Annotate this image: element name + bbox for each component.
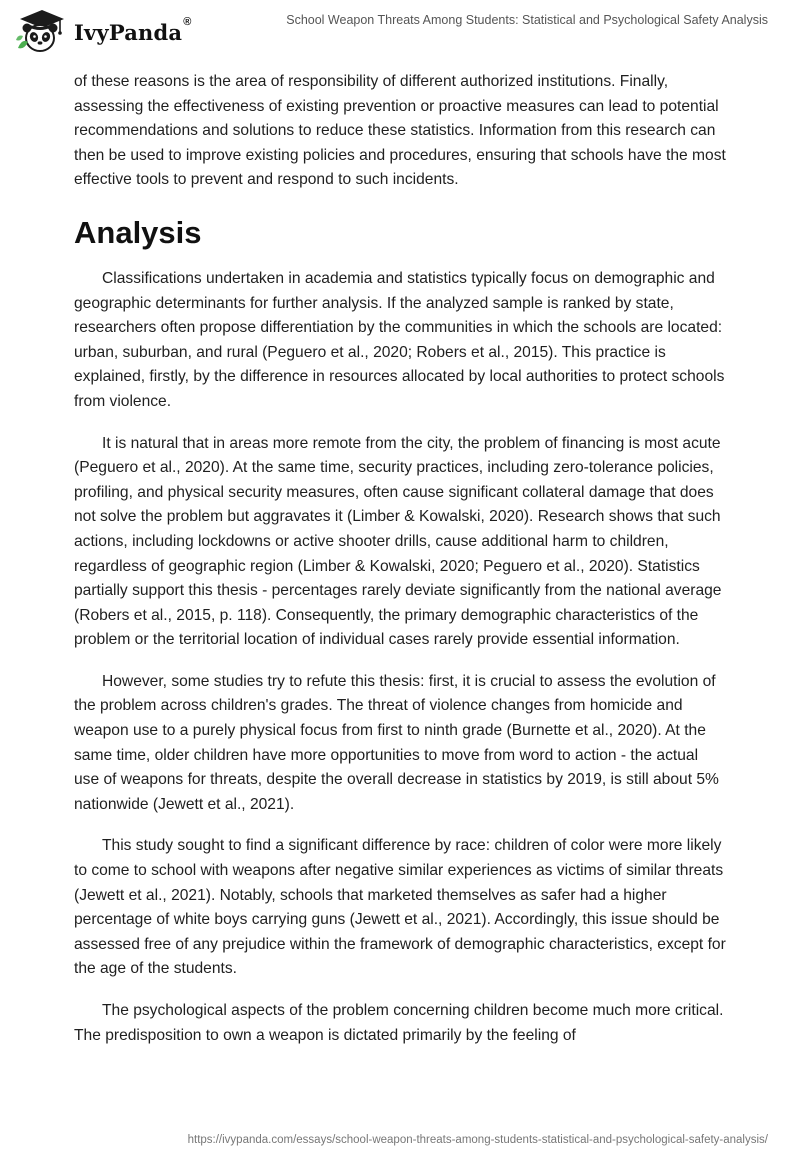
- logo-wordmark: IvyPanda: [74, 19, 183, 45]
- paragraph-1: Classifications undertaken in academia and statistics typically focus on demographic and geographic determinants for further analysis. If the analyzed sample is ranked by state, researchers often propose differentiation by the communities in which the schools are located: urban, suburban, and rural (Peguero et al., 2020; Robers et al., 2015). This practice is explained, firstly, by the difference in resources allocated by local authorities to protect schools from violence.: [74, 269, 725, 410]
- paragraph-5: The psychological aspects of the problem concerning children become much more critical. The predisposition to own a weapon is dictated primarily by the feeling of: [74, 1002, 724, 1044]
- document-title: School Weapon Threats Among Students: Statistical and Psychological Safety Analysis: [286, 13, 768, 27]
- page-header: [0, 0, 800, 62]
- essay-body: [74, 70, 726, 1048]
- paragraph-2: It is natural that in areas more remote from the city, the problem of financing is most acute (Peguero et al., 2020). At the same time, security practices, including zero-tolerance policies, profiling, and physical security measures, often cause significant collateral damage that does not solve the problem but aggravates it (Limber & Kowalski, 2020). Research shows that such actions, including lockdowns or active shooter drills, cause additional harm to children, regardless of geographic region (Limber & Kowalski, 2020; Peguero et al., 2020). Statistics partially support this thesis - percentages rarely deviate significantly from the national average (Robers et al., 2015, p. 118). Consequently, the primary demographic characteristics of the problem or the territorial location of individual cases rarely provide essential information.: [74, 434, 722, 649]
- intro-continuation-paragraph: of these reasons is the area of responsibility of different authorized institutions. Finally, assessing the effectiveness of existing prevention or proactive measures can lead to potential recommendations and solutions to reduce these statistics. Information from this research can then be used to improve existing policies and procedures, ensuring that schools have the most effective tools to prevent and respond to such incidents.: [74, 73, 726, 189]
- section-heading-analysis: Analysis: [74, 214, 202, 250]
- registered-mark: ®: [183, 16, 192, 28]
- paragraph-4: This study sought to find a significant difference by race: children of color were more likely to come to school with weapons after negative similar experiences as victims of similar threats (Jewett et al., 2021). Notably, schools that marketed themselves as safer had a higher percentage of white boys carrying guns (Jewett et al., 2021). Accordingly, this issue should be assessed free of any prejudice within the framework of demographic characteristics, except for the age of the students.: [74, 837, 726, 978]
- panda-graduation-cap-icon: [14, 8, 70, 54]
- paragraph-3: However, some studies try to refute this thesis: first, it is crucial to assess the evolution of the problem across children's grades. The threat of violence changes from homicide and weapon use to a purely physical focus from first to ninth grade (Burnette et al., 2020). At the same time, older children have more opportunities to move from word to action - the actual use of weapons for threats, despite the overall decrease in statistics by 2019, is still about 5% nationwide (Jewett et al., 2021).: [74, 672, 719, 813]
- ivypanda-logo[interactable]: [14, 8, 191, 54]
- footer-source-url[interactable]: https://ivypanda.com/essays/school-weapon-threats-among-students-statistical-and-psychological-safety-analysis/: [187, 1134, 768, 1146]
